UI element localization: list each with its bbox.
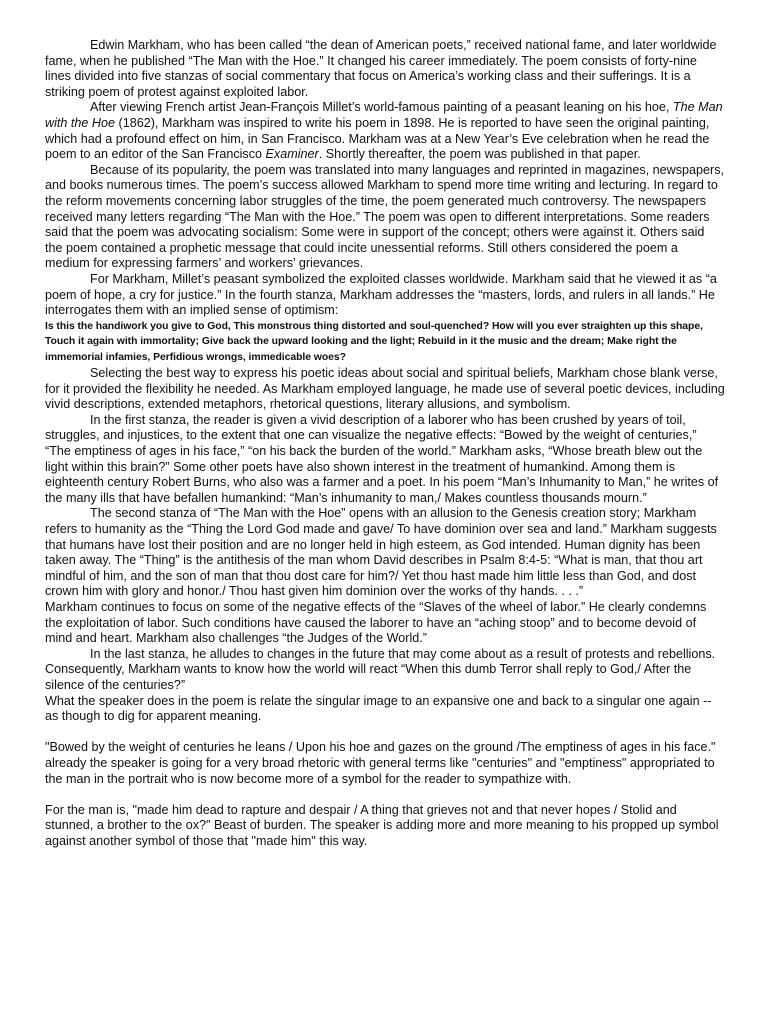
paragraph-last-stanza: In the last stanza, he alludes to changes in the future that may come about as a result of protests and rebellions. Consequently, Markham wants to know how the world will react “When this dumb Terror shall reply to God,/ After the silence of the centuries?” [45, 646, 716, 692]
paragraph-painting [45, 100, 725, 162]
paragraph-bowed: "Bowed by the weight of centuries he leans / Upon his hoe and gazes on the ground /The emptiness of ages in his face." already the speaker is going for a very broad rhetoric with general terms like "centuries" and "emptiness" appropriated to the man in the portrait who is now become more of a symbol for the reader to sympathize with. [45, 740, 716, 786]
painting-text-3: . Shortly thereafter, the poem was published in that paper. [318, 147, 641, 162]
paragraph-popularity: Because of its popularity, the poem was translated into many languages and reprinted in magazines, newspapers, and books numerous times. The poem’s success allowed Markham to spend more time writing and lecturing. In regard to the reform movements concerning labor struggles of the time, the poem generated much controversy. The newspapers received many letters regarding “The Man with the Hoe.” The poem was open to different interpretations. Some readers said that the poem was advocating socialism: Some were in support of the concept; others were against it. Others said the poem contained a prophetic message that could incite unessential reforms. Still others considered the poem a medium for expressing farmers’ and workers’ grievances. [45, 162, 725, 271]
newspaper-title: Examiner [265, 147, 319, 162]
paragraph-intro: Edwin Markham, who has been called “the dean of American poets,” received national fame, and later worldwide fame, when he published “The Man with the Hoe.” It changed his career immediately. The poem consists of forty-nine lines divided into five stanzas of social commentary that focus on America’s working class and their sufferings. It is a striking poem of protest against exploited labor. [45, 38, 717, 99]
paragraph-blank-verse: Selecting the best way to express his poetic ideas about social and spiritual beliefs, Markham chose blank verse, for it provided the flexibility he needed. As Markham employed language, he made use of several poetic devices, including vivid descriptions, extended metaphors, rhetorical questions, literary allusions, and symbolism. [45, 366, 725, 412]
paragraph-symbolism: For Markham, Millet’s peasant symbolized the exploited classes worldwide. Markham said that he viewed it as “a poem of hope, a cry for justice.” In the fourth stanza, Markham addresses the “masters, lords, and rulers in all lands.” He interrogates them with an implied sense of optimism: [45, 271, 717, 318]
painting-title: The Man with the Hoe [45, 100, 723, 130]
paragraph-beast: For the man is, "made him dead to rapture and despair / A thing that grieves not and that never hopes / Stolid and stunned, a brother to the ox?" Beast of burden. The speaker is adding more and more meaning to his propped up symbol against another symbol of those that "made him" this way. [45, 802, 719, 848]
paragraph-second-stanza: The second stanza of “The Man with the Hoe” opens with an allusion to the Genesis creation story; Markham refers to humanity as the “Thing the Lord God made and gave/ To have dominion over sea and land.” Markham suggests that humans have lost their position and are no longer held in high esteem, as God intended. Human dignity has been taken away. The “Thing” is the antithesis of the man whom David describes in Psalm 8:4-5: “What is man, that thou art mindful of him, and the son of man that thou dost care for him?/ Yet thou hast made him little less than God, and dost crown him with glory and honor./ Thou hast given him dominion over the works of thy hands. . . .” [45, 506, 717, 599]
paragraph-speaker: What the speaker does in the poem is relate the singular image to an expansive one and back to a singular one again -- as though to dig for apparent meaning. [45, 693, 712, 724]
paragraph-labor: Markham continues to focus on some of the negative effects of the “Slaves of the wheel of labor.” He clearly condemns the exploitation of labor. Such conditions have caused the laborer to have an “aching stoop” and to become devoid of mind and heart. Markham also challenges “the Judges of the World.” [45, 599, 707, 646]
paragraph-first-stanza: In the first stanza, the reader is given a vivid description of a laborer who has been crushed by years of toil, struggles, and injustices, to the extent that one can visualize the negative effects: “Bowed by the weight of centuries,” “The emptiness of ages in his face,” “on his back the burden of the world.” Markham asks, “Whose breath blew out the light within this brain?” Some other poets have also shown interest in the treatment of humankind. Among them is eighteenth century Robert Burns, who also was a farmer and a poet. In his poem “Man’s Inhumanity to Man,” he writes of the many ills that have befallen humankind: “Man’s inhumanity to man,/ Makes countless thousands mourn.” [45, 412, 719, 505]
essay-page [45, 38, 725, 849]
painting-text-1: After viewing French artist Jean-François Millet’s world-famous painting of a peasant leaning on his hoe, [90, 100, 673, 115]
poem-quote: Is this the handiwork you give to God, This monstrous thing distorted and soul-quenched? How will you ever straighten up this shape, Touch it again with immortality; Give back the upward looking and the light; Rebuild in it the music and the dream; Make right the immemorial infamies, Perfidious wrongs, immedicable woes? [45, 320, 703, 364]
painting-text-2: (1862), Markham was inspired to write his poem in 1898. He is reported to have seen the original painting, which had a profound effect on him, in San Francisco. Markham was at a New Year’s Eve celebration when he read the poem to an editor of the San Francisco [45, 115, 710, 162]
